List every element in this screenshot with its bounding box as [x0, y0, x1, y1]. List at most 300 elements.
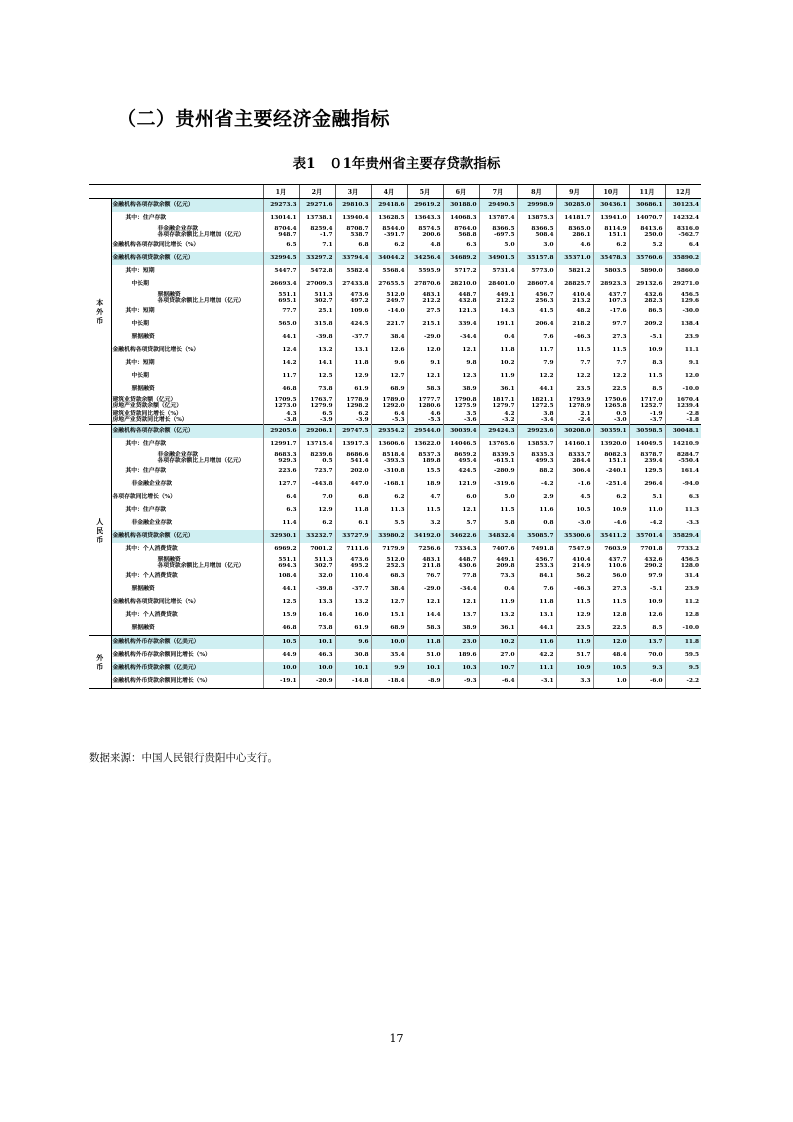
- cell-value: -9.3: [443, 675, 479, 689]
- cell-value: 16.0: [335, 609, 371, 622]
- table-row: [89, 543, 701, 556]
- cell-value: 11.0: [629, 504, 665, 517]
- cell-value: 9.9: [371, 662, 407, 675]
- cell-value: 56.0: [593, 570, 629, 583]
- cell-value: 8366.5 -697.5: [479, 225, 517, 239]
- cell-value: 15.9: [263, 609, 299, 622]
- cell-value: 5821.2: [556, 265, 593, 278]
- cell-value: 10.3: [443, 662, 479, 675]
- cell-value: 13715.4: [299, 438, 335, 451]
- cell-value: 11.5: [407, 504, 443, 517]
- cell-value: 29132.6: [629, 278, 665, 291]
- cell-value: 12.5: [299, 370, 335, 383]
- table-row: [89, 278, 701, 291]
- cell-value: 12.2: [517, 370, 556, 383]
- cell-value: 121.3: [443, 305, 479, 318]
- cell-value: 11.9: [479, 370, 517, 383]
- cell-value: -37.7: [335, 583, 371, 596]
- cell-value: 33727.9: [335, 530, 371, 543]
- cell-value: 26693.4: [263, 278, 299, 291]
- cell-value: 29271.6: [299, 199, 335, 213]
- cell-value: 12.6: [629, 609, 665, 622]
- cell-value: -3.0: [556, 517, 593, 530]
- cell-value: 33794.4: [335, 252, 371, 265]
- cell-value: 5.0: [479, 239, 517, 252]
- cell-value: 32994.5: [263, 252, 299, 265]
- cell-value: 33297.2: [299, 252, 335, 265]
- cell-value: 7001.2: [299, 543, 335, 556]
- cell-value: 27009.3: [299, 278, 335, 291]
- cell-value: 28607.4: [517, 278, 556, 291]
- cell-value: 27.5: [407, 305, 443, 318]
- cell-value: -39.8: [299, 331, 335, 344]
- cell-value: 8114.9 151.1: [593, 225, 629, 239]
- column-header: 6月: [443, 185, 479, 199]
- cell-value: 202.0: [335, 465, 371, 478]
- indicator-table: [89, 184, 701, 689]
- cell-value: 13643.3: [407, 212, 443, 225]
- cell-value: -240.1: [593, 465, 629, 478]
- cell-value: -46.3: [556, 331, 593, 344]
- row-label: 非金融企业存款 各项存款余额比上月增加（亿元）: [157, 451, 245, 464]
- row-label: 中长期: [131, 373, 149, 380]
- cell-value: 723.7: [299, 465, 335, 478]
- cell-value: 410.4 213.2: [556, 291, 593, 305]
- cell-value: 8365.0 286.1: [556, 225, 593, 239]
- cell-value: 1789.0 1292.0: [371, 396, 407, 410]
- cell-value: 51.0: [407, 649, 443, 662]
- cell-value: 11.9: [479, 596, 517, 609]
- cell-value: 44.9: [263, 649, 299, 662]
- cell-value: 449.1 209.8: [479, 556, 517, 570]
- cell-value: 29490.5: [479, 199, 517, 213]
- cell-value: 35157.8: [517, 252, 556, 265]
- cell-value: 10.1: [407, 662, 443, 675]
- cell-value: 11.3: [371, 504, 407, 517]
- cell-value: 23.5: [556, 383, 593, 396]
- cell-value: 14068.3: [443, 212, 479, 225]
- cell-value: 11.8: [407, 636, 443, 650]
- row-label: 其中：住户存款: [125, 215, 167, 222]
- cell-value: 23.9: [665, 331, 701, 344]
- cell-value: -10.0: [665, 383, 701, 396]
- table-row: [89, 370, 701, 383]
- cell-value: 31.4: [665, 570, 701, 583]
- cell-value: 6.3: [263, 504, 299, 517]
- cell-value: 1793.9 1278.9: [556, 396, 593, 410]
- cell-value: 11.1: [665, 344, 701, 357]
- cell-value: 12.9: [556, 609, 593, 622]
- cell-value: 13787.4: [479, 212, 517, 225]
- cell-value: 11.5: [593, 344, 629, 357]
- table-row: [89, 344, 701, 357]
- cell-value: 437.7 107.3: [593, 291, 629, 305]
- cell-value: 10.9: [629, 344, 665, 357]
- cell-value: 30.8: [335, 649, 371, 662]
- cell-value: 5803.5: [593, 265, 629, 278]
- cell-value: 11.4: [263, 517, 299, 530]
- cell-value: 30598.5: [629, 425, 665, 439]
- cell-value: 9.3: [629, 662, 665, 675]
- cell-value: 13.7: [443, 609, 479, 622]
- cell-value: -29.0: [407, 583, 443, 596]
- cell-value: 13.7: [629, 636, 665, 650]
- row-label: 票据融资: [131, 386, 155, 393]
- cell-value: 33232.7: [299, 530, 335, 543]
- cell-value: 8316.0 -562.7: [665, 225, 701, 239]
- table-row: [89, 451, 701, 465]
- cell-value: 35371.0: [556, 252, 593, 265]
- row-label: 各项存款同比增长（%）: [112, 494, 176, 501]
- cell-value: 30048.1: [665, 425, 701, 439]
- cell-value: 512.0 249.7: [371, 291, 407, 305]
- cell-value: 56.2: [556, 570, 593, 583]
- row-label: 票据融资: [131, 625, 155, 632]
- cell-value: 4.3 -3.8: [263, 410, 299, 425]
- cell-value: 0.4: [479, 583, 517, 596]
- cell-value: 8659.2 495.4: [443, 451, 479, 465]
- cell-value: 13738.1: [299, 212, 335, 225]
- cell-value: 86.5: [629, 305, 665, 318]
- cell-value: 449.1 212.2: [479, 291, 517, 305]
- cell-value: 11.8: [479, 344, 517, 357]
- cell-value: 5.8: [479, 517, 517, 530]
- table-row: [89, 239, 701, 252]
- cell-value: 13853.7: [517, 438, 556, 451]
- cell-value: 7.6: [517, 583, 556, 596]
- cell-value: 10.0: [371, 636, 407, 650]
- cell-value: 13941.0: [593, 212, 629, 225]
- column-header: 10月: [593, 185, 629, 199]
- row-label: 金融机构外币贷款余额（亿美元）: [111, 662, 263, 675]
- row-label: 其中：个人消费贷款: [125, 573, 178, 580]
- cell-value: -10.0: [665, 622, 701, 636]
- cell-value: 11.5: [556, 344, 593, 357]
- cell-value: -18.4: [371, 675, 407, 689]
- cell-value: -1.6: [556, 478, 593, 491]
- cell-value: 189.6: [443, 649, 479, 662]
- cell-value: 6.0: [443, 491, 479, 504]
- cell-value: 8574.5 200.6: [407, 225, 443, 239]
- cell-value: 9.6: [335, 636, 371, 650]
- cell-value: 5.7: [443, 517, 479, 530]
- group-label: 外 币: [89, 636, 111, 689]
- cell-value: 1763.7 1279.9: [299, 396, 335, 410]
- row-label: 其中：个人消费贷款: [125, 546, 178, 553]
- cell-value: 13622.0: [407, 438, 443, 451]
- cell-value: 73.8: [299, 622, 335, 636]
- cell-value: 7603.9: [593, 543, 629, 556]
- cell-value: 14210.9: [665, 438, 701, 451]
- row-label: 金融机构外币贷款余额同比增长（%）: [111, 675, 263, 689]
- cell-value: 4.7: [407, 491, 443, 504]
- cell-value: -46.3: [556, 583, 593, 596]
- cell-value: 35.4: [371, 649, 407, 662]
- cell-value: 110.4: [335, 570, 371, 583]
- cell-value: 339.4: [443, 318, 479, 331]
- cell-value: 456.7 256.3: [517, 291, 556, 305]
- cell-value: 34832.4: [479, 530, 517, 543]
- table-row: [89, 465, 701, 478]
- cell-value: 32.0: [299, 570, 335, 583]
- cell-value: 10.9: [629, 596, 665, 609]
- cell-value: 11.5: [629, 370, 665, 383]
- cell-value: 8378.7 239.4: [629, 451, 665, 465]
- table-row: [89, 517, 701, 530]
- cell-value: 5.2: [629, 239, 665, 252]
- cell-value: 14.1: [299, 357, 335, 370]
- table-row: [89, 504, 701, 517]
- cell-value: 5773.0: [517, 265, 556, 278]
- cell-value: 13.2: [479, 609, 517, 622]
- row-label: 金融机构各项贷款余额（亿元）: [111, 530, 263, 543]
- table-row: [89, 609, 701, 622]
- cell-value: 437.7 110.6: [593, 556, 629, 570]
- cell-value: 27870.6: [407, 278, 443, 291]
- cell-value: 511.3 302.7: [299, 556, 335, 570]
- cell-value: -94.0: [665, 478, 701, 491]
- cell-value: 6.2: [299, 517, 335, 530]
- cell-value: 10.5: [593, 662, 629, 675]
- cell-value: 77.8: [443, 570, 479, 583]
- cell-value: 12.7: [371, 596, 407, 609]
- cell-value: 12.2: [556, 370, 593, 383]
- column-header: 9月: [556, 185, 593, 199]
- cell-value: 6.2: [371, 491, 407, 504]
- cell-value: 161.4: [665, 465, 701, 478]
- cell-value: 7.7: [593, 357, 629, 370]
- cell-value: 223.6: [263, 465, 299, 478]
- cell-value: 6.2 -3.9: [335, 410, 371, 425]
- row-label: 建筑业贷款同比增长（%） 房地产业贷款同比增长（%）: [112, 410, 188, 423]
- column-header: 2月: [299, 185, 335, 199]
- cell-value: 35701.4: [629, 530, 665, 543]
- cell-value: 27.3: [593, 583, 629, 596]
- cell-value: 10.1: [335, 662, 371, 675]
- row-label: 其中：住户存款: [125, 468, 167, 475]
- cell-value: 10.1: [299, 636, 335, 650]
- row-label: 金融机构各项贷款余额（亿元）: [111, 252, 263, 265]
- cell-value: 29998.9: [517, 199, 556, 213]
- cell-value: 35760.6: [629, 252, 665, 265]
- cell-value: 315.8: [299, 318, 335, 331]
- cell-value: 6.3: [665, 491, 701, 504]
- deposit-loan-table: [89, 184, 701, 689]
- cell-value: 9.8: [443, 357, 479, 370]
- cell-value: 6.2: [371, 239, 407, 252]
- table-row: [89, 252, 701, 265]
- cell-value: 473.6 497.2: [335, 291, 371, 305]
- cell-value: 12.0: [665, 370, 701, 383]
- cell-value: 6.4: [665, 239, 701, 252]
- cell-value: 29354.2: [371, 425, 407, 439]
- cell-value: 7491.8: [517, 543, 556, 556]
- table-row: [89, 438, 701, 451]
- cell-value: 12.6: [371, 344, 407, 357]
- cell-value: 13.3: [299, 596, 335, 609]
- cell-value: 1670.4 1239.4: [665, 396, 701, 410]
- cell-value: 221.7: [371, 318, 407, 331]
- cell-value: -2.8 -1.8: [665, 410, 701, 425]
- cell-value: 38.4: [371, 331, 407, 344]
- cell-value: 218.2: [556, 318, 593, 331]
- cell-value: 11.8: [665, 636, 701, 650]
- cell-value: 7701.8: [629, 543, 665, 556]
- cell-value: 29810.3: [335, 199, 371, 213]
- cell-value: 12.1: [443, 596, 479, 609]
- cell-value: 44.1: [263, 331, 299, 344]
- cell-value: 8239.6 0.5: [299, 451, 335, 465]
- cell-value: 8708.7 538.7: [335, 225, 371, 239]
- cell-value: -39.8: [299, 583, 335, 596]
- cell-value: 61.9: [335, 383, 371, 396]
- cell-value: 3.8 -3.4: [517, 410, 556, 425]
- cell-value: 456.7 253.3: [517, 556, 556, 570]
- table-row: [89, 265, 701, 278]
- cell-value: 7.0: [299, 491, 335, 504]
- cell-value: 12.2: [593, 370, 629, 383]
- cell-value: -20.9: [299, 675, 335, 689]
- cell-value: 7.9: [517, 357, 556, 370]
- cell-value: 424.5: [335, 318, 371, 331]
- cell-value: 109.6: [335, 305, 371, 318]
- column-header: 8月: [517, 185, 556, 199]
- table-row: [89, 225, 701, 239]
- cell-value: 13.1: [335, 344, 371, 357]
- cell-value: 5447.7: [263, 265, 299, 278]
- cell-value: 11.9: [556, 636, 593, 650]
- cell-value: 84.1: [517, 570, 556, 583]
- cell-value: 30188.0: [443, 199, 479, 213]
- cell-value: 46.3: [299, 649, 335, 662]
- cell-value: 29418.6: [371, 199, 407, 213]
- cell-value: 28923.3: [593, 278, 629, 291]
- cell-value: -37.7: [335, 331, 371, 344]
- column-header: 12月: [665, 185, 701, 199]
- table-row: [89, 199, 701, 213]
- cell-value: 27433.8: [335, 278, 371, 291]
- cell-value: 73.3: [479, 570, 517, 583]
- table-row: [89, 570, 701, 583]
- cell-value: 424.5: [443, 465, 479, 478]
- cell-value: 127.7: [263, 478, 299, 491]
- cell-value: 4.6: [556, 239, 593, 252]
- cell-value: -4.2: [517, 478, 556, 491]
- cell-value: 5717.2: [443, 265, 479, 278]
- cell-value: 456.5 128.0: [665, 556, 701, 570]
- cell-value: 34622.6: [443, 530, 479, 543]
- row-label: 金融机构各项存款同比增长（%）: [112, 242, 200, 249]
- cell-value: 7.7: [556, 357, 593, 370]
- table-row: [89, 478, 701, 491]
- cell-value: 11.6: [517, 636, 556, 650]
- cell-value: 68.9: [371, 383, 407, 396]
- cell-value: 6.3: [443, 239, 479, 252]
- cell-value: 13875.3: [517, 212, 556, 225]
- cell-value: 6.8: [335, 239, 371, 252]
- cell-value: 447.0: [335, 478, 371, 491]
- cell-value: 9.6: [371, 357, 407, 370]
- cell-value: 38.4: [371, 583, 407, 596]
- row-label: 其中：短期: [125, 308, 155, 315]
- cell-value: 97.7: [593, 318, 629, 331]
- section-title: （二）贵州省主要经济金融指标: [117, 108, 391, 130]
- cell-value: 11.7: [517, 344, 556, 357]
- cell-value: 12.1: [443, 344, 479, 357]
- cell-value: 7547.9: [556, 543, 593, 556]
- cell-value: 36.1: [479, 383, 517, 396]
- cell-value: -6.4: [479, 675, 517, 689]
- cell-value: 13917.3: [335, 438, 371, 451]
- cell-value: -5.1: [629, 583, 665, 596]
- cell-value: 34044.2: [371, 252, 407, 265]
- cell-value: 5472.8: [299, 265, 335, 278]
- table-row: [89, 410, 701, 425]
- cell-value: 6.1: [335, 517, 371, 530]
- cell-value: 6969.2: [263, 543, 299, 556]
- cell-value: 5.1: [629, 491, 665, 504]
- cell-value: 5860.0: [665, 265, 701, 278]
- row-label: 非金融企业存款 各项存款余额比上月增加（亿元）: [157, 225, 245, 238]
- cell-value: 35890.2: [665, 252, 701, 265]
- table-title: 表1 ０1年贵州省主要存贷款指标: [292, 156, 501, 172]
- cell-value: -6.0: [629, 675, 665, 689]
- row-label: 非金融企业存款: [131, 520, 173, 527]
- cell-value: 35085.7: [517, 530, 556, 543]
- table-row: [89, 331, 701, 344]
- cell-value: 35478.3: [593, 252, 629, 265]
- row-label: 中长期: [131, 321, 149, 328]
- header-blank: [89, 185, 263, 199]
- column-header: 5月: [407, 185, 443, 199]
- cell-value: 14049.5: [629, 438, 665, 451]
- cell-value: 13940.4: [335, 212, 371, 225]
- cell-value: 14070.7: [629, 212, 665, 225]
- row-label: 建筑业贷款余额（亿元） 房地产业贷款余额（亿元）: [112, 396, 183, 409]
- column-header: 7月: [479, 185, 517, 199]
- cell-value: 29747.5: [335, 425, 371, 439]
- cell-value: 16.4: [299, 609, 335, 622]
- row-label: 其中：住户存款: [125, 507, 167, 514]
- cell-value: 23.5: [556, 622, 593, 636]
- cell-value: 7179.9: [371, 543, 407, 556]
- cell-value: 35411.2: [593, 530, 629, 543]
- table-row: [89, 622, 701, 636]
- cell-value: 511.3 302.7: [299, 291, 335, 305]
- cell-value: 6.2: [593, 239, 629, 252]
- cell-value: -4.2: [629, 517, 665, 530]
- cell-value: -34.4: [443, 331, 479, 344]
- cell-value: 27.0: [479, 649, 517, 662]
- row-label: 中长期: [131, 281, 149, 288]
- cell-value: 129.5: [629, 465, 665, 478]
- cell-value: 8366.5 508.4: [517, 225, 556, 239]
- cell-value: 46.8: [263, 383, 299, 396]
- cell-value: 34192.0: [407, 530, 443, 543]
- cell-value: 34901.5: [479, 252, 517, 265]
- cell-value: 8413.6 250.0: [629, 225, 665, 239]
- cell-value: 14.2: [263, 357, 299, 370]
- page-number: 17: [389, 1032, 404, 1045]
- cell-value: 29544.0: [407, 425, 443, 439]
- cell-value: 11.1: [517, 662, 556, 675]
- cell-value: 206.4: [517, 318, 556, 331]
- cell-value: 30359.1: [593, 425, 629, 439]
- cell-value: 8.5: [629, 383, 665, 396]
- cell-value: 12.1: [407, 596, 443, 609]
- cell-value: 4.6 -5.3: [407, 410, 443, 425]
- cell-value: 5.0: [479, 491, 517, 504]
